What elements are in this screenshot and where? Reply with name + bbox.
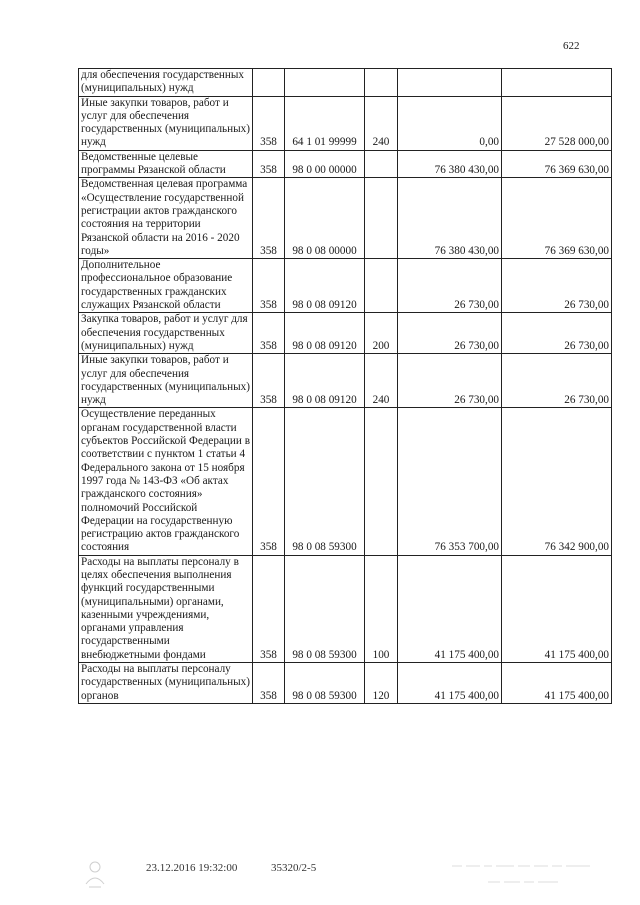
cell-department-code: 358 [253, 96, 285, 150]
cell-amount-2018: 41 175 400,00 [502, 663, 612, 704]
cell-target-article: 98 0 00 00000 [285, 150, 365, 178]
cell-department-code: 358 [253, 555, 285, 662]
cell-target-article: 98 0 08 09120 [285, 313, 365, 354]
cell-target-article: 64 1 01 99999 [285, 96, 365, 150]
cell-amount-2018: 27 528 000,00 [502, 96, 612, 150]
cell-amount-2017: 76 380 430,00 [398, 178, 502, 259]
cell-expense-type [365, 178, 398, 259]
cell-target-article [285, 69, 365, 97]
table-row [79, 69, 612, 97]
cell-target-article: 98 0 08 59300 [285, 555, 365, 662]
cell-amount-2018: 76 369 630,00 [502, 178, 612, 259]
cell-description: Расходы на выплаты персоналу государственных (муниципальных) органов [79, 663, 253, 704]
cell-amount-2017: 76 380 430,00 [398, 150, 502, 178]
cell-description: Ведомственные целевые программы Рязанской области [79, 150, 253, 178]
table-row [79, 178, 612, 259]
cell-amount-2018: 41 175 400,00 [502, 555, 612, 662]
cell-target-article: 98 0 08 59300 [285, 408, 365, 555]
cell-target-article: 98 0 08 00000 [285, 178, 365, 259]
cell-description: Иные закупки товаров, работ и услуг для обеспечения государственных (муниципальных) нужд [79, 96, 253, 150]
cell-expense-type: 200 [365, 313, 398, 354]
cell-expense-type: 120 [365, 663, 398, 704]
cell-description: Расходы на выплаты персоналу в целях обеспечения выполнения функций государственными (муниципальными) органами, казенными учреждениями, органами управления государственными внебюджетными фондами [79, 555, 253, 662]
faint-stamp-icon [448, 856, 598, 890]
budget-table-body [79, 69, 612, 704]
cell-expense-type [365, 408, 398, 555]
footer-date: 23.12.2016 19:32:00 [146, 862, 238, 874]
cell-expense-type [365, 69, 398, 97]
cell-department-code: 358 [253, 178, 285, 259]
footer-doc-number: 35320/2-5 [271, 862, 317, 874]
cell-department-code: 358 [253, 663, 285, 704]
table-row [79, 313, 612, 354]
cell-amount-2017: 41 175 400,00 [398, 555, 502, 662]
cell-target-article: 98 0 08 09120 [285, 354, 365, 408]
cell-expense-type: 100 [365, 555, 398, 662]
cell-amount-2018: 26 730,00 [502, 259, 612, 313]
table-row [79, 96, 612, 150]
cell-department-code [253, 69, 285, 97]
cell-amount-2017: 26 730,00 [398, 354, 502, 408]
cell-amount-2018: 26 730,00 [502, 313, 612, 354]
cell-description: Дополнительное профессиональное образование государственных гражданских служащих Рязанской области [79, 259, 253, 313]
cell-department-code: 358 [253, 150, 285, 178]
cell-description: для обеспечения государственных (муниципальных) нужд [79, 69, 253, 97]
cell-description: Иные закупки товаров, работ и услуг для обеспечения государственных (муниципальных) нужд [79, 354, 253, 408]
table-row [79, 150, 612, 178]
cell-target-article: 98 0 08 09120 [285, 259, 365, 313]
cell-department-code: 358 [253, 354, 285, 408]
cell-expense-type [365, 150, 398, 178]
cell-amount-2017 [398, 69, 502, 97]
cell-target-article: 98 0 08 59300 [285, 663, 365, 704]
cell-description: Закупка товаров, работ и услуг для обеспечения государственных (муниципальных) нужд [79, 313, 253, 354]
cell-amount-2017: 26 730,00 [398, 313, 502, 354]
emblem-icon [82, 858, 108, 888]
cell-amount-2017: 26 730,00 [398, 259, 502, 313]
cell-amount-2017: 76 353 700,00 [398, 408, 502, 555]
cell-amount-2018: 26 730,00 [502, 354, 612, 408]
cell-department-code: 358 [253, 259, 285, 313]
table-row [79, 259, 612, 313]
table-row [79, 354, 612, 408]
table-row [79, 555, 612, 662]
cell-department-code: 358 [253, 313, 285, 354]
cell-description: Осуществление переданных органам государственной власти субъектов Российской Федерации в соответствии с пунктом 1 статьи 4 Федерального закона от 15 ноября 1997 года № 143-ФЗ «Об актах гражданского состояния» полномочий Российской Федерации на государственную регистрацию актов гражданского состояния [79, 408, 253, 555]
table-row [79, 663, 612, 704]
cell-amount-2018: 76 342 900,00 [502, 408, 612, 555]
cell-expense-type [365, 259, 398, 313]
cell-amount-2018 [502, 69, 612, 97]
table-row [79, 408, 612, 555]
cell-description: Ведомственная целевая программа «Осуществление государственной регистрации актов гражданского состояния на территории Рязанской области на 2016 - 2020 годы» [79, 178, 253, 259]
cell-amount-2017: 0,00 [398, 96, 502, 150]
budget-table [78, 68, 612, 704]
cell-expense-type: 240 [365, 96, 398, 150]
cell-amount-2018: 76 369 630,00 [502, 150, 612, 178]
cell-expense-type: 240 [365, 354, 398, 408]
cell-amount-2017: 41 175 400,00 [398, 663, 502, 704]
cell-department-code: 358 [253, 408, 285, 555]
page-number: 622 [563, 40, 580, 52]
